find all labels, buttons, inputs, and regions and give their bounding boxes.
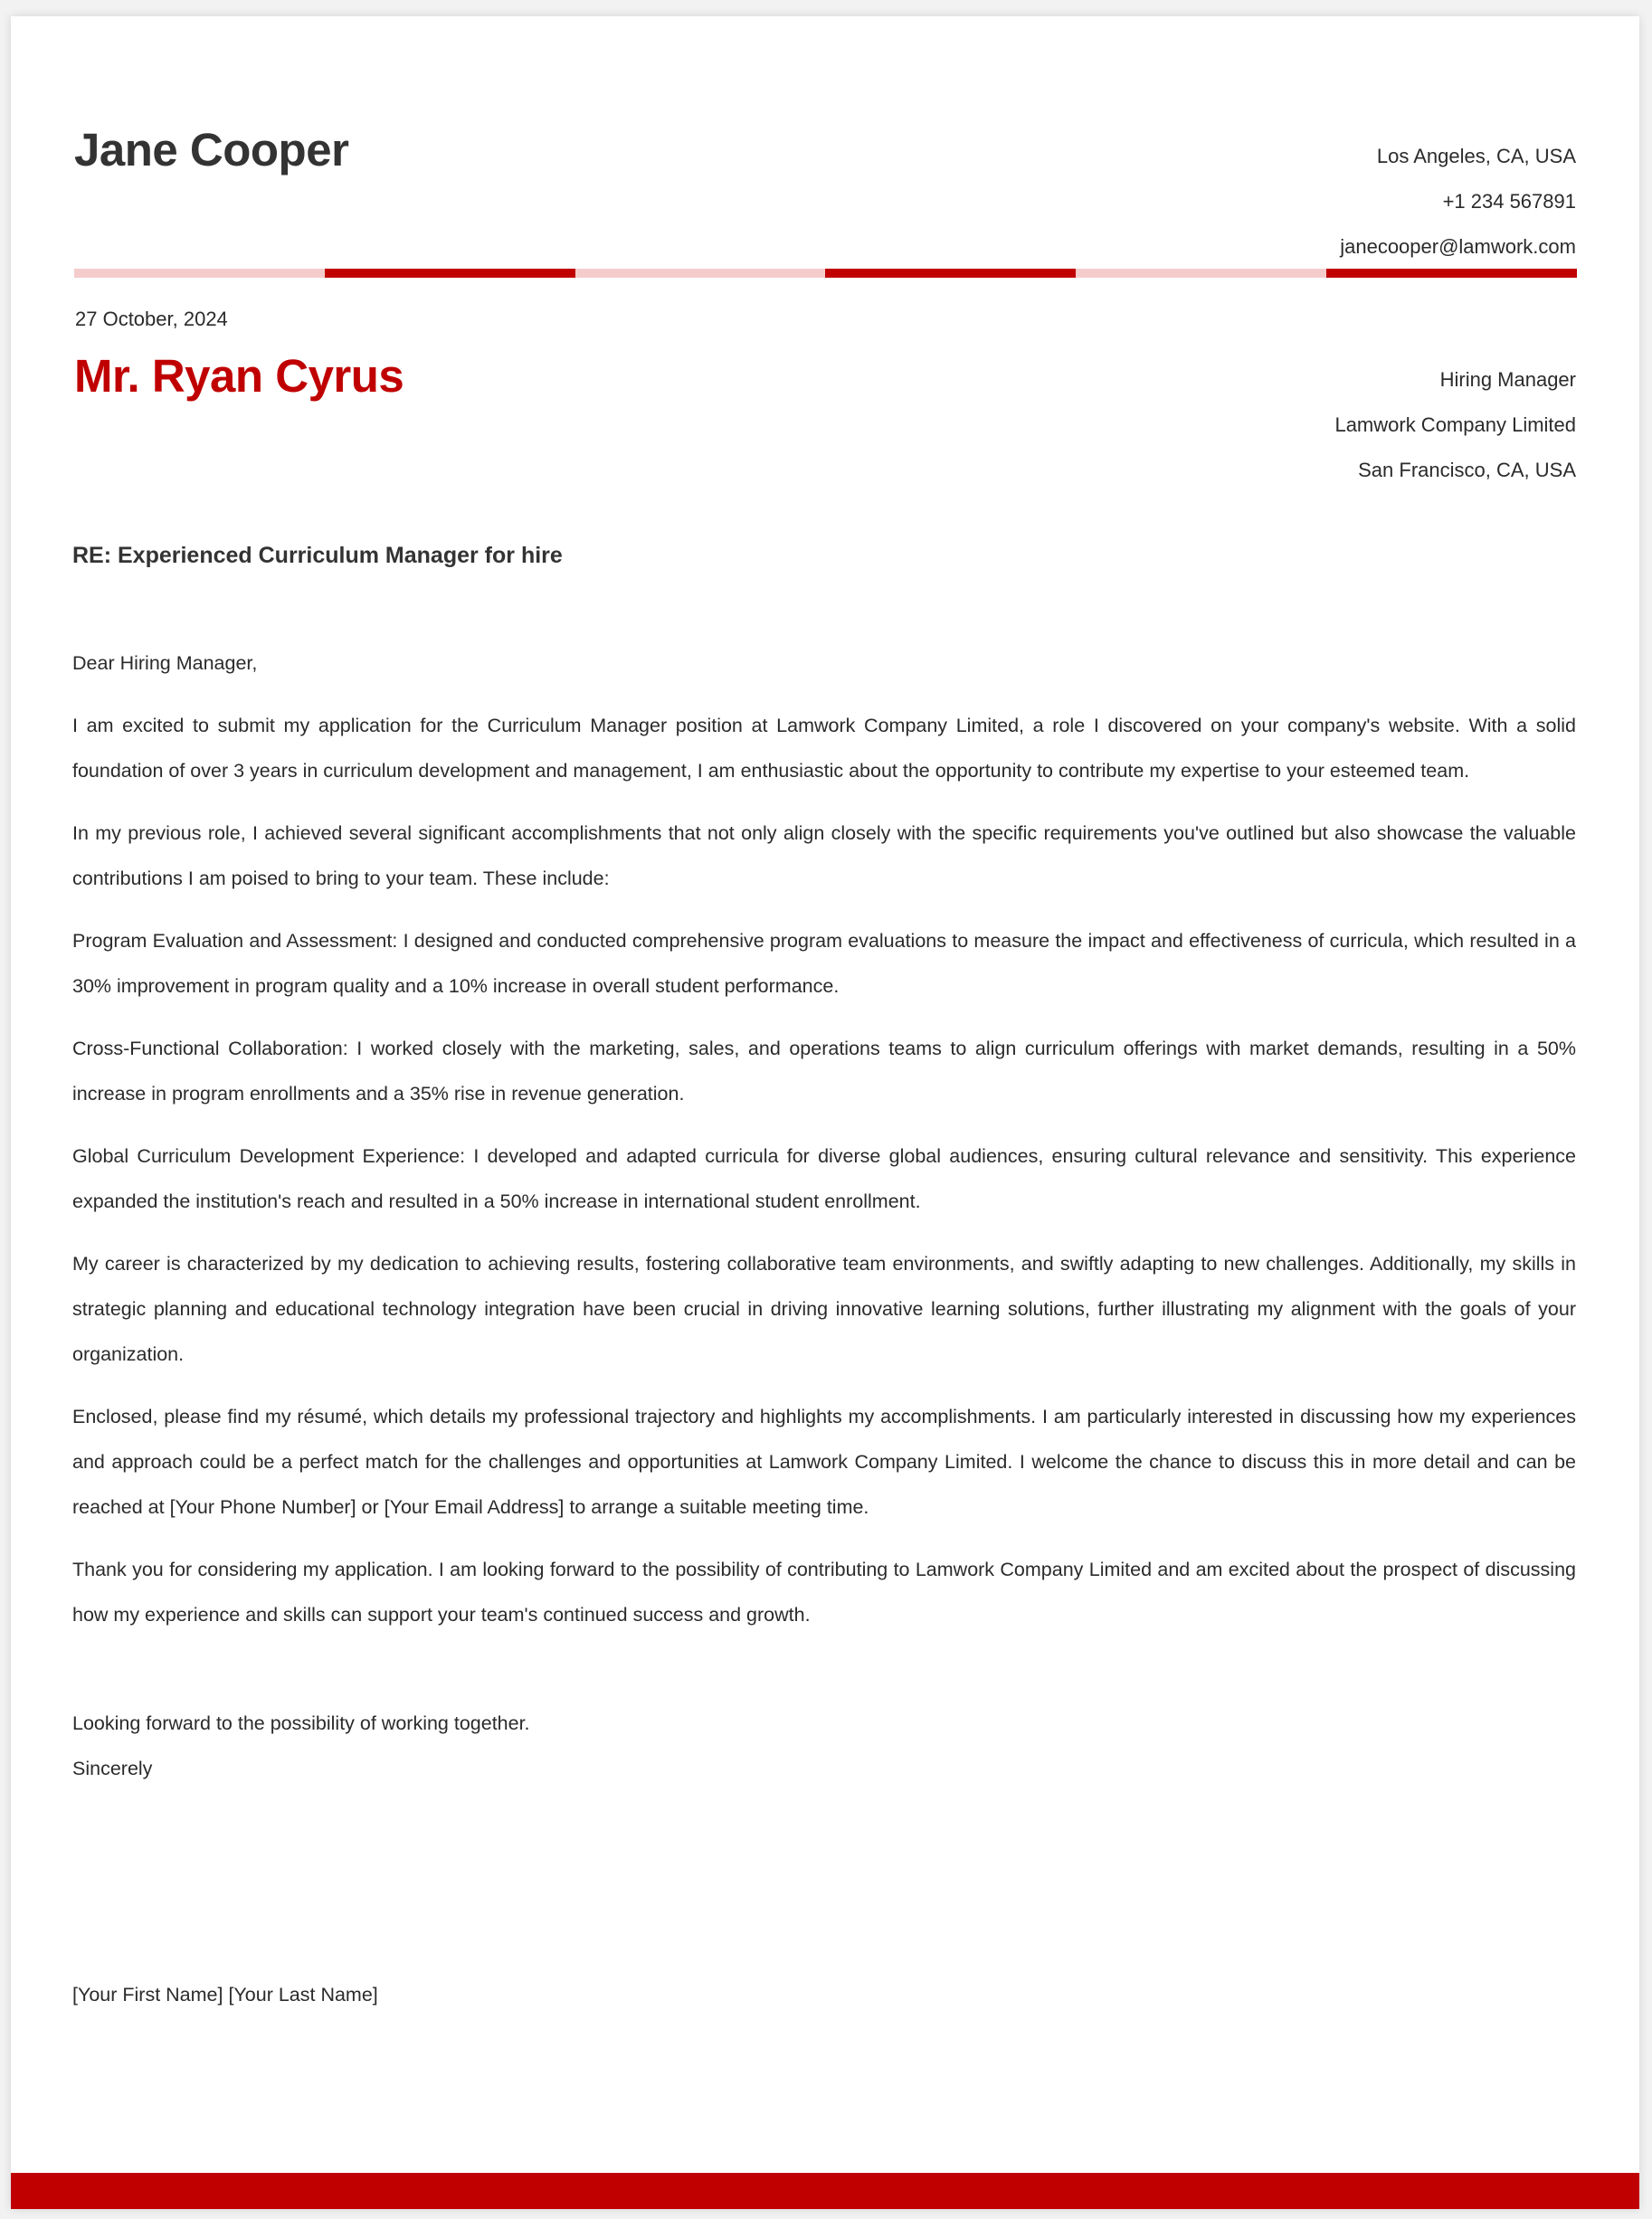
sign-off: Sincerely (72, 1758, 153, 1779)
letter-header (74, 107, 1576, 270)
recipient-location: San Francisco, CA, USA (1358, 459, 1576, 481)
recipient-title: Hiring Manager (1439, 368, 1576, 391)
letter-closing (72, 1701, 530, 1791)
recipient-name: Mr. Ryan Cyrus (74, 350, 404, 402)
footer-accent-bar (11, 2173, 1639, 2209)
sender-phone: +1 234 567891 (1442, 190, 1576, 213)
letter-page (11, 16, 1639, 2209)
body-paragraph: Enclosed, please find my résumé, which details my professional trajectory and highlights my accomplishments. I am particularly interested in discussing how my experiences and approach could be a perfect match for the challenges and opportunities at Lamwork Company Limited. I welcome the chance to discuss this in more detail and can be reached at [Your Phone Number] or [Your Email Address] to arrange a suitable meeting time. (72, 1406, 1576, 1518)
header-divider-stripe (74, 269, 1577, 278)
divider-segment-light (575, 269, 826, 278)
sender-contact (1340, 134, 1576, 270)
body-paragraph: In my previous role, I achieved several significant accomplishments that not only align closely with the specific requirements you've outlined but also showcase the valuable contributions I am poised to bring to your team. These include: (72, 822, 1576, 889)
body-paragraph: My career is characterized by my dedication to achieving results, fostering collaborative team environments, and swiftly adapting to new challenges. Additionally, my skills in strategic planning and educational technology integration have been crucial in driving innovative learning solutions, further illustrating my alignment with the goals of your organization. (72, 1253, 1576, 1365)
body-paragraph: Global Curriculum Development Experience: I developed and adapted curricula for diverse global audiences, ensuring cultural relevance and sensitivity. This experience expanded the institution's reach and resulted in a 50% increase in international student enrollment. (72, 1145, 1576, 1212)
divider-segment-light (1076, 269, 1326, 278)
body-paragraph: Program Evaluation and Assessment: I designed and conducted comprehensive program evaluations to measure the impact and effectiveness of curricula, which resulted in a 30% improvement in program quality and a 10% increase in overall student performance. (72, 930, 1576, 997)
divider-segment-dark (1326, 269, 1577, 278)
letter-body (72, 640, 1576, 1655)
body-paragraph: Cross-Functional Collaboration: I worked closely with the marketing, sales, and operations teams to align curriculum offerings with market demands, resulting in a 50% increase in program enrollments and a 35% rise in revenue generation. (72, 1038, 1576, 1105)
salutation: Dear Hiring Manager, (72, 652, 258, 674)
body-paragraph: I am excited to submit my application for the Curriculum Manager position at Lamwork Company Limited, a role I discovered on your company's website. With a solid foundation of over 3 years in curriculum development and management, I am enthusiastic about the opportunity to contribute my expertise to your esteemed team. (72, 715, 1576, 782)
divider-segment-dark (825, 269, 1076, 278)
sender-email: janecooper@lamwork.com (1340, 235, 1576, 258)
recipient-details (1334, 357, 1576, 493)
letter-date: 27 October, 2024 (75, 308, 228, 330)
sender-location: Los Angeles, CA, USA (1376, 145, 1576, 167)
sender-name: Jane Cooper (74, 124, 349, 175)
letter-subject: RE: Experienced Curriculum Manager for hire (72, 543, 563, 568)
recipient-company: Lamwork Company Limited (1334, 413, 1576, 436)
divider-segment-light (74, 269, 325, 278)
body-paragraph: Thank you for considering my application. I am looking forward to the possibility of contributing to Lamwork Company Limited and am excited about the prospect of discussing how my experience and skills can support your team's continued success and growth. (72, 1559, 1576, 1626)
signature-name: [Your First Name] [Your Last Name] (72, 1984, 378, 2006)
divider-segment-dark (325, 269, 575, 278)
closing-line: Looking forward to the possibility of working together. (72, 1712, 530, 1734)
